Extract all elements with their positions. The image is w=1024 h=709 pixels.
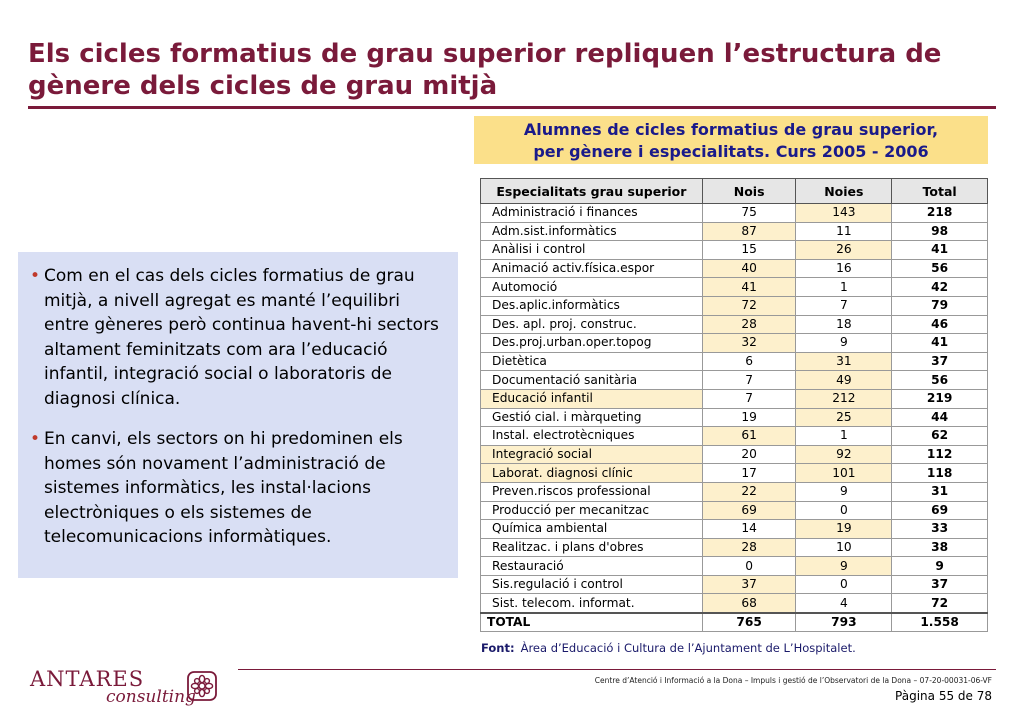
cell-total: 112 xyxy=(892,445,988,464)
table-row xyxy=(481,538,988,557)
header-nois: Nois xyxy=(702,179,796,204)
cell-total: 72 xyxy=(892,594,988,613)
table-row xyxy=(481,389,988,408)
cell-nois: 19 xyxy=(702,408,796,427)
table-row xyxy=(481,482,988,501)
cell-noies: 16 xyxy=(796,259,892,278)
cell-nois: 6 xyxy=(702,352,796,371)
header-noies: Noies xyxy=(796,179,892,204)
cell-noies: 49 xyxy=(796,371,892,390)
table-row xyxy=(481,352,988,371)
source-label: Font: xyxy=(481,641,515,655)
cell-total: 37 xyxy=(892,352,988,371)
cell-total: 219 xyxy=(892,389,988,408)
logo-sub: consulting xyxy=(106,687,196,707)
cell-especialitat: Química ambiental xyxy=(481,520,703,539)
cell-especialitat: Anàlisi i control xyxy=(481,241,703,260)
cell-especialitat: Adm.sist.informàtics xyxy=(481,222,703,241)
cell-especialitat: Des.proj.urban.oper.topog xyxy=(481,334,703,353)
table-caption xyxy=(474,116,988,164)
cell-especialitat: Documentació sanitària xyxy=(481,371,703,390)
cell-total: 33 xyxy=(892,520,988,539)
cell-total: 37 xyxy=(892,575,988,594)
title-divider xyxy=(28,106,996,109)
bullet-dot-icon: • xyxy=(30,429,41,449)
cell-especialitat: Dietètica xyxy=(481,352,703,371)
bullet-item xyxy=(30,264,444,411)
cell-noies: 11 xyxy=(796,222,892,241)
cell-noies: 26 xyxy=(796,241,892,260)
cell-noies: 7 xyxy=(796,296,892,315)
cell-total: 41 xyxy=(892,241,988,260)
cell-especialitat: Sist. telecom. informat. xyxy=(481,594,703,613)
cell-especialitat: Preven.riscos professional xyxy=(481,482,703,501)
cell-total: 62 xyxy=(892,427,988,446)
table-row xyxy=(481,557,988,576)
cell-noies: 4 xyxy=(796,594,892,613)
cell-especialitat: Gestió cial. i màrqueting xyxy=(481,408,703,427)
cell-total: 42 xyxy=(892,278,988,297)
cell-especialitat: Administració i finances xyxy=(481,204,703,223)
cell-total: 218 xyxy=(892,204,988,223)
cell-noies: 92 xyxy=(796,445,892,464)
cell-total: 98 xyxy=(892,222,988,241)
table-row xyxy=(481,204,988,223)
caption-line-2: per gènere i especialitats. Curs 2005 - 2006 xyxy=(533,142,929,161)
cell-nois: 40 xyxy=(702,259,796,278)
cell-especialitat: Animació activ.física.espor xyxy=(481,259,703,278)
cell-nois: 15 xyxy=(702,241,796,260)
cell-noies: 212 xyxy=(796,389,892,408)
cell-nois: 75 xyxy=(702,204,796,223)
cell-nois: 37 xyxy=(702,575,796,594)
table-row xyxy=(481,520,988,539)
table-row xyxy=(481,296,988,315)
bullet-box xyxy=(18,252,458,578)
cell-noies: 9 xyxy=(796,482,892,501)
cell-especialitat: Sis.regulació i control xyxy=(481,575,703,594)
cell-noies: 18 xyxy=(796,315,892,334)
cell-total: 41 xyxy=(892,334,988,353)
cell-especialitat: Automoció xyxy=(481,278,703,297)
cell-nois: 17 xyxy=(702,464,796,483)
cell-especialitat: Integració social xyxy=(481,445,703,464)
source-note xyxy=(481,641,1001,655)
cell-noies: 1 xyxy=(796,278,892,297)
cell-especialitat: Instal. electrotècniques xyxy=(481,427,703,446)
footer-divider xyxy=(238,669,996,670)
cell-total: 31 xyxy=(892,482,988,501)
caption-line-1: Alumnes de cicles formatius de grau superior, xyxy=(523,120,939,139)
cell-total-nois: 765 xyxy=(702,613,796,632)
cell-nois: 72 xyxy=(702,296,796,315)
cell-nois: 69 xyxy=(702,501,796,520)
footer-text: Centre d’Atenció i Informació a la Dona – Impuls i gestió de l’Observatori de la Dona – 07-20-00031-06-VF xyxy=(594,676,992,685)
cell-especialitat: Laborat. diagnosi clínic xyxy=(481,464,703,483)
cell-total-label: TOTAL xyxy=(481,613,703,632)
table-row xyxy=(481,408,988,427)
cell-nois: 28 xyxy=(702,538,796,557)
cell-nois: 20 xyxy=(702,445,796,464)
cell-especialitat: Producció per mecanitzac xyxy=(481,501,703,520)
cell-especialitat: Educació infantil xyxy=(481,389,703,408)
page-title: Els cicles formatius de grau superior repliquen l’estructura de gènere dels cicles de grau mitjà xyxy=(28,39,942,101)
logo-name: ANTARES xyxy=(30,667,145,691)
antares-logo xyxy=(30,667,230,707)
flower-icon xyxy=(187,671,217,701)
header-total: Total xyxy=(892,179,988,204)
cell-total: 44 xyxy=(892,408,988,427)
cell-total: 118 xyxy=(892,464,988,483)
cell-noies: 143 xyxy=(796,204,892,223)
source-text: Àrea d’Educació i Cultura de l’Ajuntament de L’Hospitalet. xyxy=(520,641,856,655)
table-header-row xyxy=(481,179,988,204)
cell-nois: 14 xyxy=(702,520,796,539)
cell-nois: 7 xyxy=(702,371,796,390)
specialities-table xyxy=(480,178,988,632)
bullet-text: En canvi, els sectors on hi predominen els homes són novament l’administració de sistemes informàtics, les instal·lacions electròniques o els sistemes de telecomunicacions informàtiques. xyxy=(44,429,403,547)
cell-especialitat: Restauració xyxy=(481,557,703,576)
cell-nois: 22 xyxy=(702,482,796,501)
cell-noies: 1 xyxy=(796,427,892,446)
cell-nois: 87 xyxy=(702,222,796,241)
cell-total: 46 xyxy=(892,315,988,334)
cell-nois: 28 xyxy=(702,315,796,334)
cell-total: 38 xyxy=(892,538,988,557)
table-row xyxy=(481,445,988,464)
cell-total-total: 1.558 xyxy=(892,613,988,632)
cell-noies: 9 xyxy=(796,557,892,576)
cell-nois: 32 xyxy=(702,334,796,353)
table-row xyxy=(481,278,988,297)
table-row xyxy=(481,575,988,594)
page-number: Pàgina 55 de 78 xyxy=(895,689,992,703)
table-row xyxy=(481,371,988,390)
cell-total: 56 xyxy=(892,371,988,390)
bullet-dot-icon: • xyxy=(30,266,41,286)
header-especialitats: Especialitats grau superior xyxy=(481,179,703,204)
cell-nois: 41 xyxy=(702,278,796,297)
cell-noies: 10 xyxy=(796,538,892,557)
cell-nois: 68 xyxy=(702,594,796,613)
cell-noies: 9 xyxy=(796,334,892,353)
table-row xyxy=(481,222,988,241)
cell-especialitat: Realitzac. i plans d'obres xyxy=(481,538,703,557)
cell-noies: 0 xyxy=(796,575,892,594)
cell-total: 79 xyxy=(892,296,988,315)
cell-noies: 101 xyxy=(796,464,892,483)
table-row xyxy=(481,464,988,483)
table-row xyxy=(481,315,988,334)
table-row xyxy=(481,501,988,520)
cell-nois: 7 xyxy=(702,389,796,408)
cell-total: 69 xyxy=(892,501,988,520)
cell-total-noies: 793 xyxy=(796,613,892,632)
cell-nois: 0 xyxy=(702,557,796,576)
bullet-text: Com en el cas dels cicles formatius de grau mitjà, a nivell agregat es manté l’equilibri entre gèneres però continua havent-hi sectors altament feminitzats com ara l’educació infantil, integració social o laboratoris de diagnosi clínica. xyxy=(44,266,439,409)
cell-noies: 19 xyxy=(796,520,892,539)
cell-noies: 31 xyxy=(796,352,892,371)
table-total-row xyxy=(481,613,988,632)
cell-noies: 25 xyxy=(796,408,892,427)
table-row xyxy=(481,427,988,446)
cell-total: 56 xyxy=(892,259,988,278)
cell-especialitat: Des.aplic.informàtics xyxy=(481,296,703,315)
table-row xyxy=(481,259,988,278)
table-row xyxy=(481,334,988,353)
cell-total: 9 xyxy=(892,557,988,576)
cell-especialitat: Des. apl. proj. construc. xyxy=(481,315,703,334)
table-row xyxy=(481,594,988,613)
cell-nois: 61 xyxy=(702,427,796,446)
table-row xyxy=(481,241,988,260)
cell-noies: 0 xyxy=(796,501,892,520)
bullet-item xyxy=(30,427,444,550)
